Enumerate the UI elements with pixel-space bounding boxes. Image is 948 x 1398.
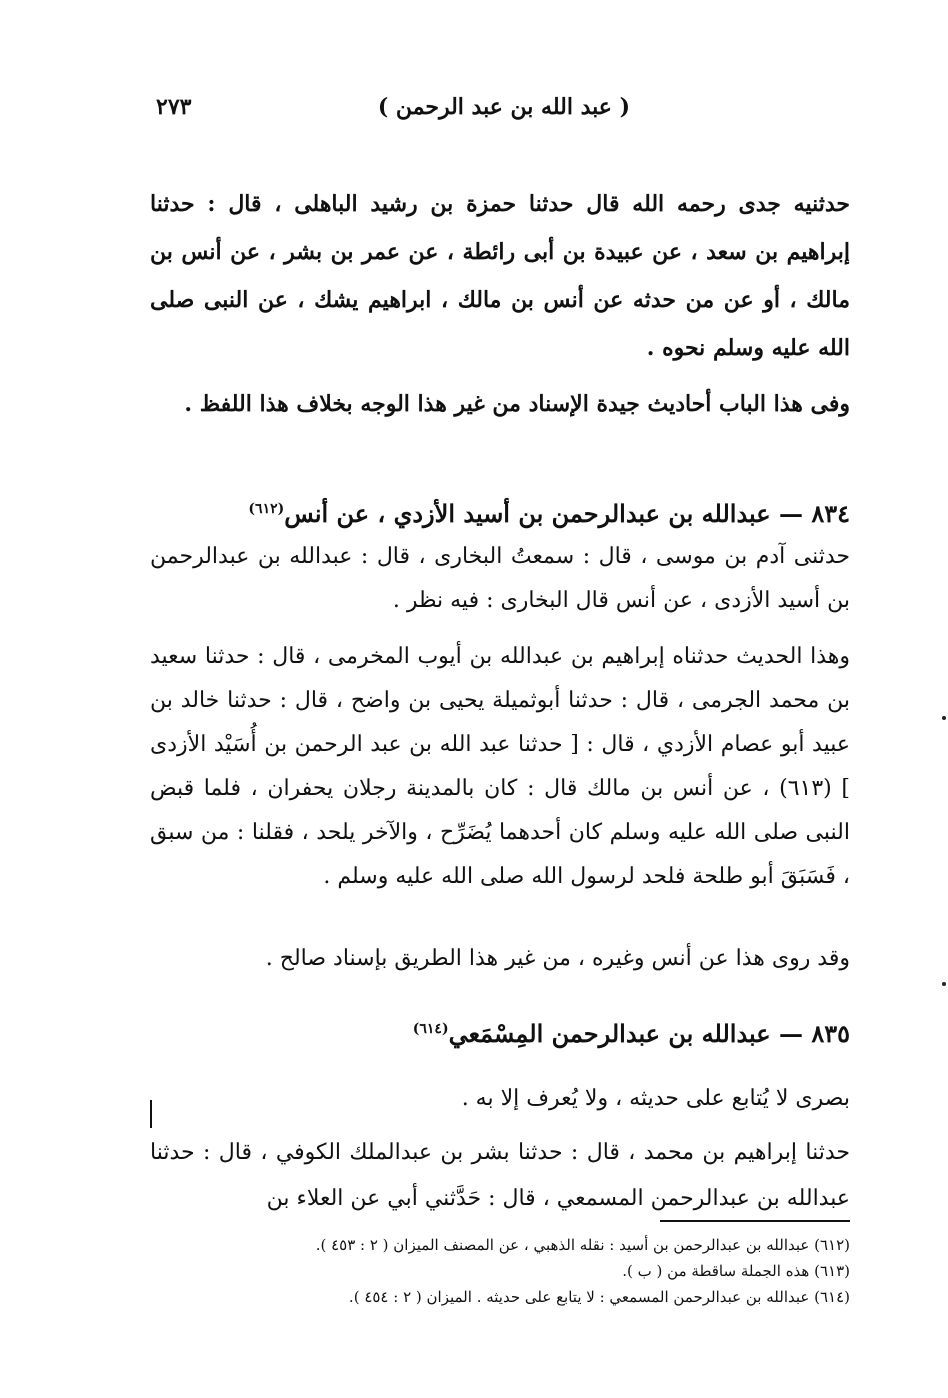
- page-number: ٢٧٣: [156, 94, 192, 120]
- footnote-ref-612: (٦١٢): [248, 501, 285, 517]
- paragraph-basri-note: بصرى لا يُتابع على حديثه ، ولا يُعرف إلا به .: [461, 1086, 850, 1111]
- page-header: [150, 90, 850, 134]
- paragraph-hadith-narration: وهذا الحديث حدثناه إبراهيم بن عبدالله بن أيوب المخرمى ، قال : حدثنا سعيد بن محمد الجرمى ، قال : حدثنا أبوثميلة يحيى بن واضح ، قال : حدثنا خالد بن عبيد أبو عصام الأزدي ، قال : [ حدثنا عبد الله بن عبد الرحمن بن أُسَيْد الأزدى ] (٦١٣) ، عن أنس بن مالك قال : كان بالمدينة رجلان يحفران ، فلما قبض النبى صلى الله عليه وسلم كان أحدهما يُضَرِّح ، والآخر يلحد ، فقلنا : من سبق ، فَسَبَقَ أبو طلحة فلحد لرسول الله صلى الله عليه وسلم .: [150, 644, 850, 889]
- entry-835-title: ٨٣٥ — عبدالله بن عبدالرحمن المِسْمَعي: [448, 1019, 850, 1048]
- margin-dot: [942, 716, 946, 720]
- page: [150, 90, 850, 1306]
- footnote-613: (٦١٣) هذه الجملة ساقطة من ( ب ).: [622, 1262, 850, 1280]
- footnote-614: (٦١٤) عبدالله بن عبدالرحمن المسمعي : لا يتابع على حديثه . الميزان ( ٢ : ٤٥٤ ).: [348, 1288, 850, 1306]
- paragraph-hadith-chain: حدثنيه جدى رحمه الله قال حدثنا حمزة بن رشيد الباهلى ، قال : حدثنا إبراهيم بن سعد ، عن عبيدة بن أبى رائطة ، عن عمر بن بشر ، عن أنس بن مالك ، أو عن من حدثه عن أنس بن مالك ، ابراهيم يشك ، عن النبى صلى الله عليه وسلم نحوه .: [150, 191, 850, 361]
- paragraph-bukhari-note: حدثنى آدم بن موسى ، قال : سمعتُ البخارى ، قال : عبدالله بن عبدالرحمن بن أسيد الأزدى ، عن أنس قال البخارى : فيه نظر .: [150, 544, 850, 613]
- footnotes: [150, 1232, 850, 1310]
- margin-bar: [150, 1100, 152, 1128]
- margin-dot: [942, 982, 946, 986]
- entry-834-title: ٨٣٤ — عبدالله بن عبدالرحمن بن أسيد الأزدي ، عن أنس: [284, 499, 850, 528]
- paragraph-chapter-note: وفى هذا الباب أحاديث جيدة الإسناد من غير هذا الوجه بخلاف هذا اللفظ .: [184, 391, 850, 417]
- entry-835-heading: [150, 1010, 850, 1058]
- footnote-ref-614: (٦١٤): [412, 1021, 449, 1037]
- footnote-612: (٦١٢) عبدالله بن عبدالرحمن بن أسيد : نقله الذهبي ، عن المصنف الميزان ( ٢ : ٤٥٣ ).: [315, 1236, 850, 1254]
- paragraph-other-chain: وقد روى هذا عن أنس وغيره ، من غير هذا الطريق بإسناد صالح .: [265, 946, 850, 971]
- running-title: ( عبد الله بن عبد الرحمن ): [377, 94, 630, 120]
- footnote-divider: [660, 1220, 850, 1222]
- entry-834-heading: [150, 490, 850, 538]
- paragraph-continued-chain: حدثنا إبراهيم بن محمد ، قال : حدثنا بشر بن عبدالملك الكوفي ، قال : حدثنا عبدالله بن عبدالرحمن المسمعي ، قال : حَدَّثني أبي عن العلاء بن: [150, 1140, 850, 1211]
